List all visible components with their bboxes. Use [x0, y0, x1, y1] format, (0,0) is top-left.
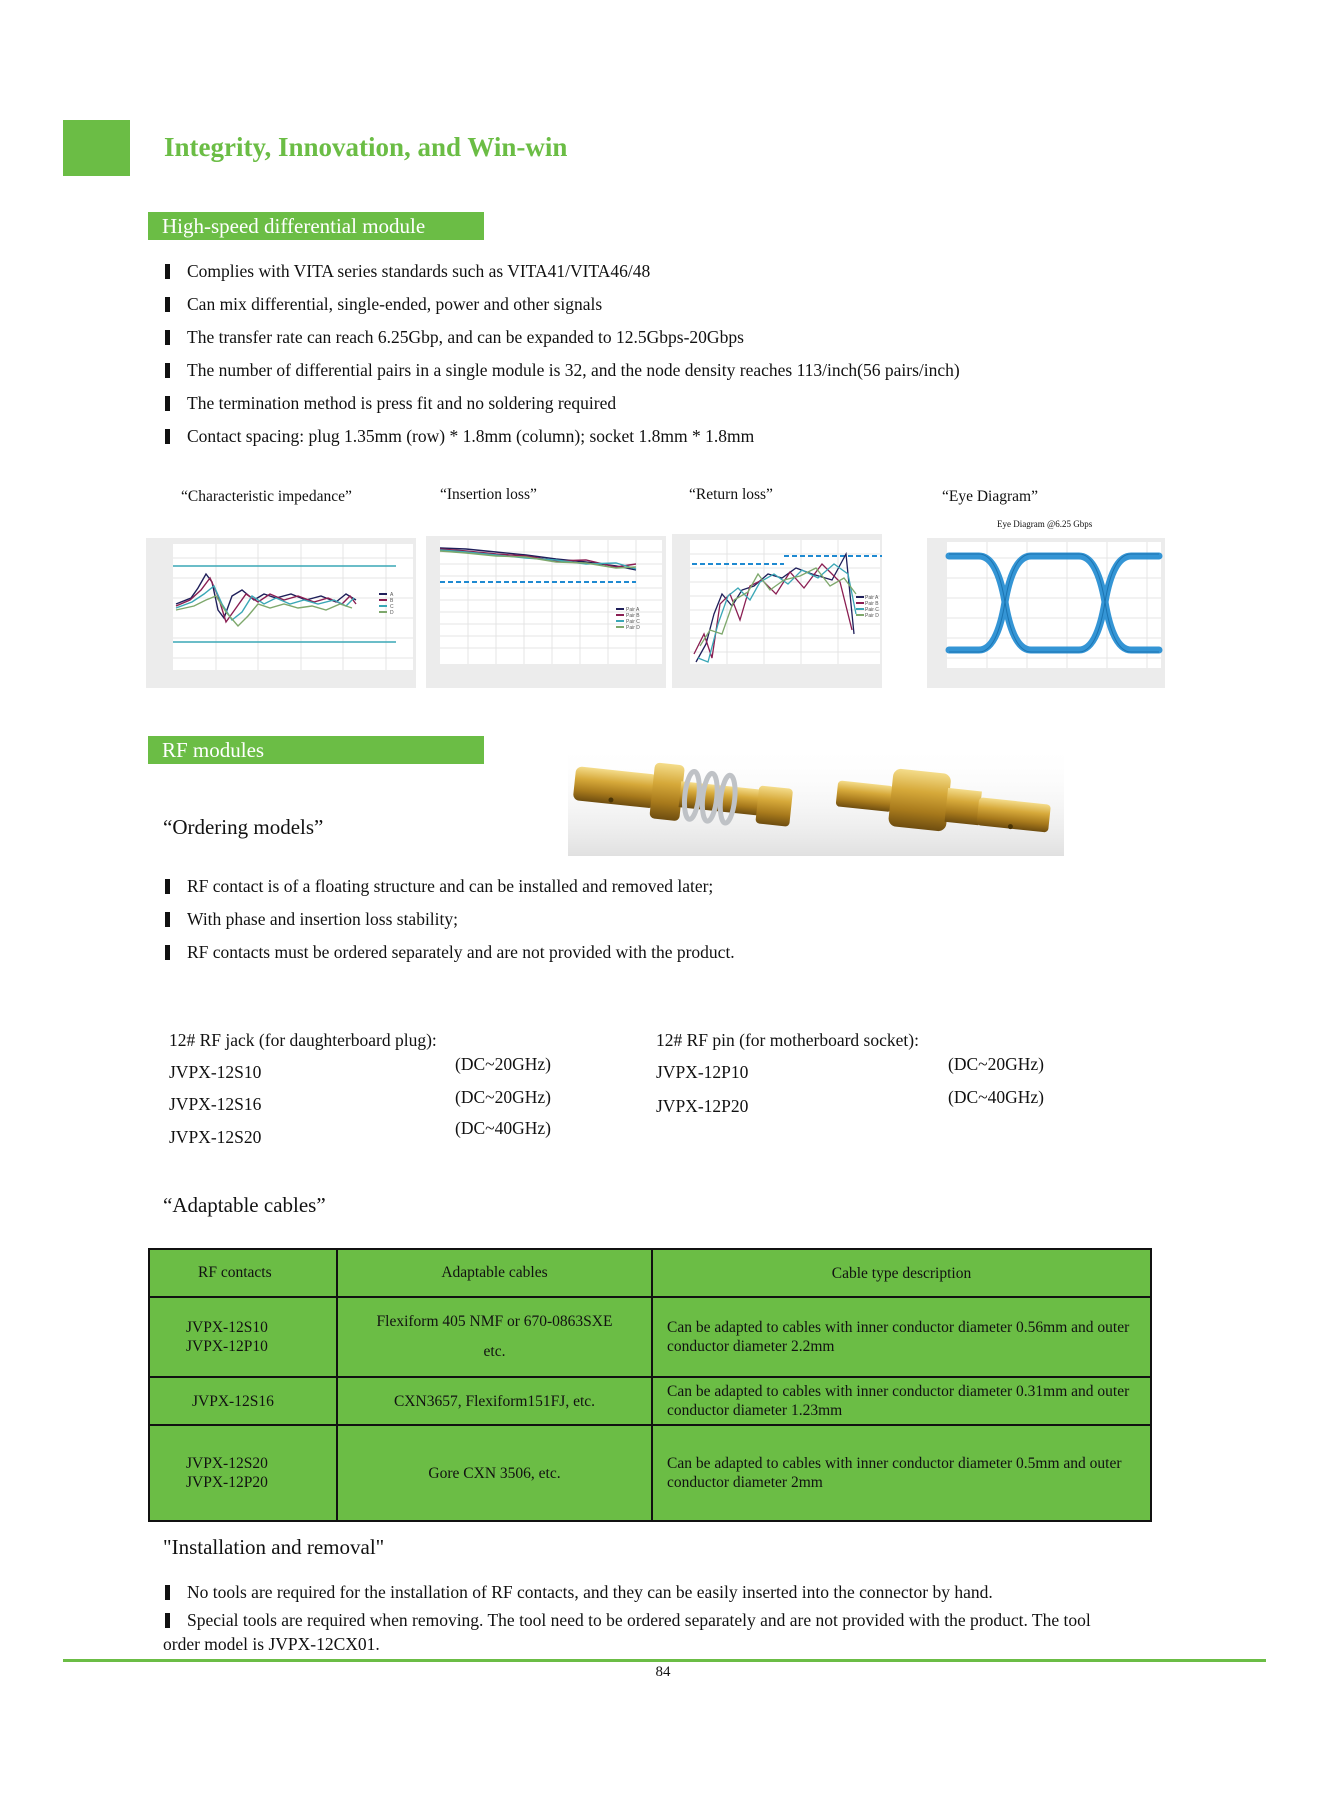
- contact-model: JVPX-12S16: [192, 1392, 274, 1410]
- list-item: [163, 420, 960, 453]
- bullet-marker: [165, 879, 170, 894]
- list-item: [163, 354, 960, 387]
- section-title-rf-modules: RF modules: [148, 736, 484, 764]
- table-cell: [149, 1425, 337, 1521]
- bullet-marker: [165, 1585, 170, 1600]
- list-item: [163, 903, 735, 936]
- installation-heading: "Installation and removal": [163, 1535, 385, 1559]
- model-number: JVPX-12S10: [169, 1062, 262, 1082]
- frequency-range: (DC~20GHz): [455, 1054, 551, 1074]
- bullet-marker: [165, 429, 170, 444]
- legend-label: Pair B: [626, 613, 640, 619]
- bullet-marker: [165, 945, 170, 960]
- legend-label: Pair A: [865, 595, 879, 601]
- cable-name: Flexiform 405 NMF or 670-0863SXE: [376, 1313, 613, 1330]
- impedance-chart: [146, 538, 416, 688]
- bullet-marker: [165, 330, 170, 345]
- list-item-text: RF contact is of a floating structure and can be installed and removed later;: [187, 876, 714, 896]
- table-cell: Can be adapted to cables with inner conductor diameter 0.56mm and outer conductor diameter 2.2mm: [652, 1297, 1151, 1377]
- frequency-range: (DC~40GHz): [948, 1087, 1044, 1107]
- high-speed-feature-list: [163, 255, 960, 453]
- legend-label: A: [390, 592, 394, 598]
- legend-label: Pair B: [865, 601, 879, 607]
- chart-caption-insertion-loss: “Insertion loss”: [440, 486, 537, 503]
- frequency-range: (DC~40GHz): [455, 1118, 551, 1138]
- table-header-row: [149, 1249, 1151, 1297]
- legend-label: Pair C: [865, 607, 879, 613]
- frequency-range: (DC~20GHz): [455, 1087, 551, 1107]
- list-item: [163, 387, 960, 420]
- list-item-text: With phase and insertion loss stability;: [187, 909, 459, 929]
- adaptable-cables-table: [148, 1248, 1152, 1522]
- rf-pin-heading: 12# RF pin (for motherboard socket):: [656, 1030, 919, 1050]
- table-cell: Can be adapted to cables with inner conductor diameter 0.5mm and outer conductor diameter 2mm: [652, 1425, 1151, 1521]
- bullet-marker: [165, 363, 170, 378]
- eye-diagram-chart: [927, 538, 1165, 688]
- contact-model: JVPX-12S20: [186, 1455, 268, 1472]
- chart-caption-return-loss: “Return loss”: [689, 486, 773, 503]
- cable-name: Gore CXN 3506, etc.: [428, 1464, 561, 1482]
- model-number: JVPX-12P10: [656, 1062, 749, 1082]
- contact-model: JVPX-12P20: [186, 1474, 268, 1491]
- legend-label: C: [390, 604, 394, 610]
- bullet-marker: [165, 396, 170, 411]
- cable-name: CXN3657, Flexiform151FJ, etc.: [393, 1392, 596, 1410]
- chart-caption-eye-diagram: “Eye Diagram”: [942, 488, 1038, 505]
- page-title: Integrity, Innovation, and Win-win: [164, 132, 568, 162]
- list-item-text: Can mix differential, single-ended, power and other signals: [187, 294, 603, 314]
- list-item: [163, 936, 735, 969]
- page-number: 84: [655, 1664, 671, 1680]
- chart-caption-impedance: “Characteristic impedance”: [181, 488, 352, 505]
- rf-feature-list: [163, 870, 735, 969]
- installation-list: [163, 1578, 1091, 1634]
- legend-label: Pair C: [626, 619, 640, 625]
- list-item-text: The termination method is press fit and no soldering required: [187, 393, 617, 413]
- list-item-text: Complies with VITA series standards such as VITA41/VITA46/48: [187, 261, 651, 281]
- legend-label: B: [390, 598, 394, 604]
- list-item-text: RF contacts must be ordered separately and are not provided with the product.: [187, 942, 735, 962]
- list-item-text: Contact spacing: plug 1.35mm (row) * 1.8mm (column); socket 1.8mm * 1.8mm: [187, 426, 755, 446]
- insertion-loss-chart: [426, 536, 666, 688]
- list-item-text: The transfer rate can reach 6.25Gbp, and can be expanded to 12.5Gbps-20Gbps: [187, 327, 744, 347]
- table-cell: [149, 1377, 337, 1425]
- table-cell: [337, 1377, 652, 1425]
- contact-model: JVPX-12S10: [186, 1319, 268, 1336]
- section-title-high-speed: High-speed differential module: [148, 212, 484, 240]
- table-row: [149, 1425, 1151, 1521]
- table-row: [149, 1377, 1151, 1425]
- list-item: [163, 255, 960, 288]
- bullet-marker: [165, 1613, 170, 1628]
- list-item: [163, 870, 735, 903]
- table-cell: Can be adapted to cables with inner conductor diameter 0.31mm and outer conductor diameter 1.23mm: [652, 1377, 1151, 1425]
- table-cell: [337, 1297, 652, 1377]
- bullet-marker: [165, 264, 170, 279]
- list-item: [163, 1578, 1091, 1606]
- column-header: RF contacts: [149, 1249, 337, 1297]
- bullet-marker: [165, 912, 170, 927]
- list-item-text: Special tools are required when removing. The tool need to be ordered separately and are not provided with the product. The tool: [187, 1610, 1091, 1630]
- list-item: [163, 321, 960, 354]
- footer-divider: [63, 1659, 1266, 1662]
- table-cell: [337, 1425, 652, 1521]
- list-item: [163, 1606, 1091, 1634]
- installation-continuation: order model is JVPX-12CX01.: [163, 1634, 380, 1654]
- adaptable-cables-heading: “Adaptable cables”: [163, 1193, 326, 1217]
- return-loss-chart: [672, 534, 882, 688]
- rf-jack-heading: 12# RF jack (for daughterboard plug):: [169, 1030, 437, 1050]
- list-item-text: No tools are required for the installation of RF contacts, and they can be easily inserted into the connector by hand.: [187, 1582, 993, 1602]
- table-row: [149, 1297, 1151, 1377]
- bullet-marker: [165, 297, 170, 312]
- cable-name: etc.: [483, 1343, 506, 1360]
- legend-label: Pair A: [626, 607, 640, 613]
- legend-label: Pair D: [626, 625, 640, 631]
- model-number: JVPX-12S16: [169, 1094, 262, 1114]
- table-cell: [149, 1297, 337, 1377]
- column-header: Adaptable cables: [337, 1249, 652, 1297]
- frequency-range: (DC~20GHz): [948, 1054, 1044, 1074]
- model-number: JVPX-12P20: [656, 1096, 749, 1116]
- eye-diagram-subtitle: Eye Diagram @6.25 Gbps: [997, 519, 1093, 529]
- legend-label: D: [390, 610, 394, 616]
- list-item-text: The number of differential pairs in a single module is 32, and the node density reaches 113/inch(56 pairs/inch): [187, 360, 960, 380]
- rf-contacts-photo: [568, 744, 1064, 856]
- model-number: JVPX-12S20: [169, 1127, 262, 1147]
- legend-label: Pair D: [865, 613, 879, 619]
- column-header: Cable type description: [652, 1249, 1151, 1297]
- contact-model: JVPX-12P10: [186, 1338, 268, 1355]
- list-item: [163, 288, 960, 321]
- ordering-models-heading: “Ordering models”: [163, 815, 324, 839]
- header-accent-block: [63, 120, 130, 176]
